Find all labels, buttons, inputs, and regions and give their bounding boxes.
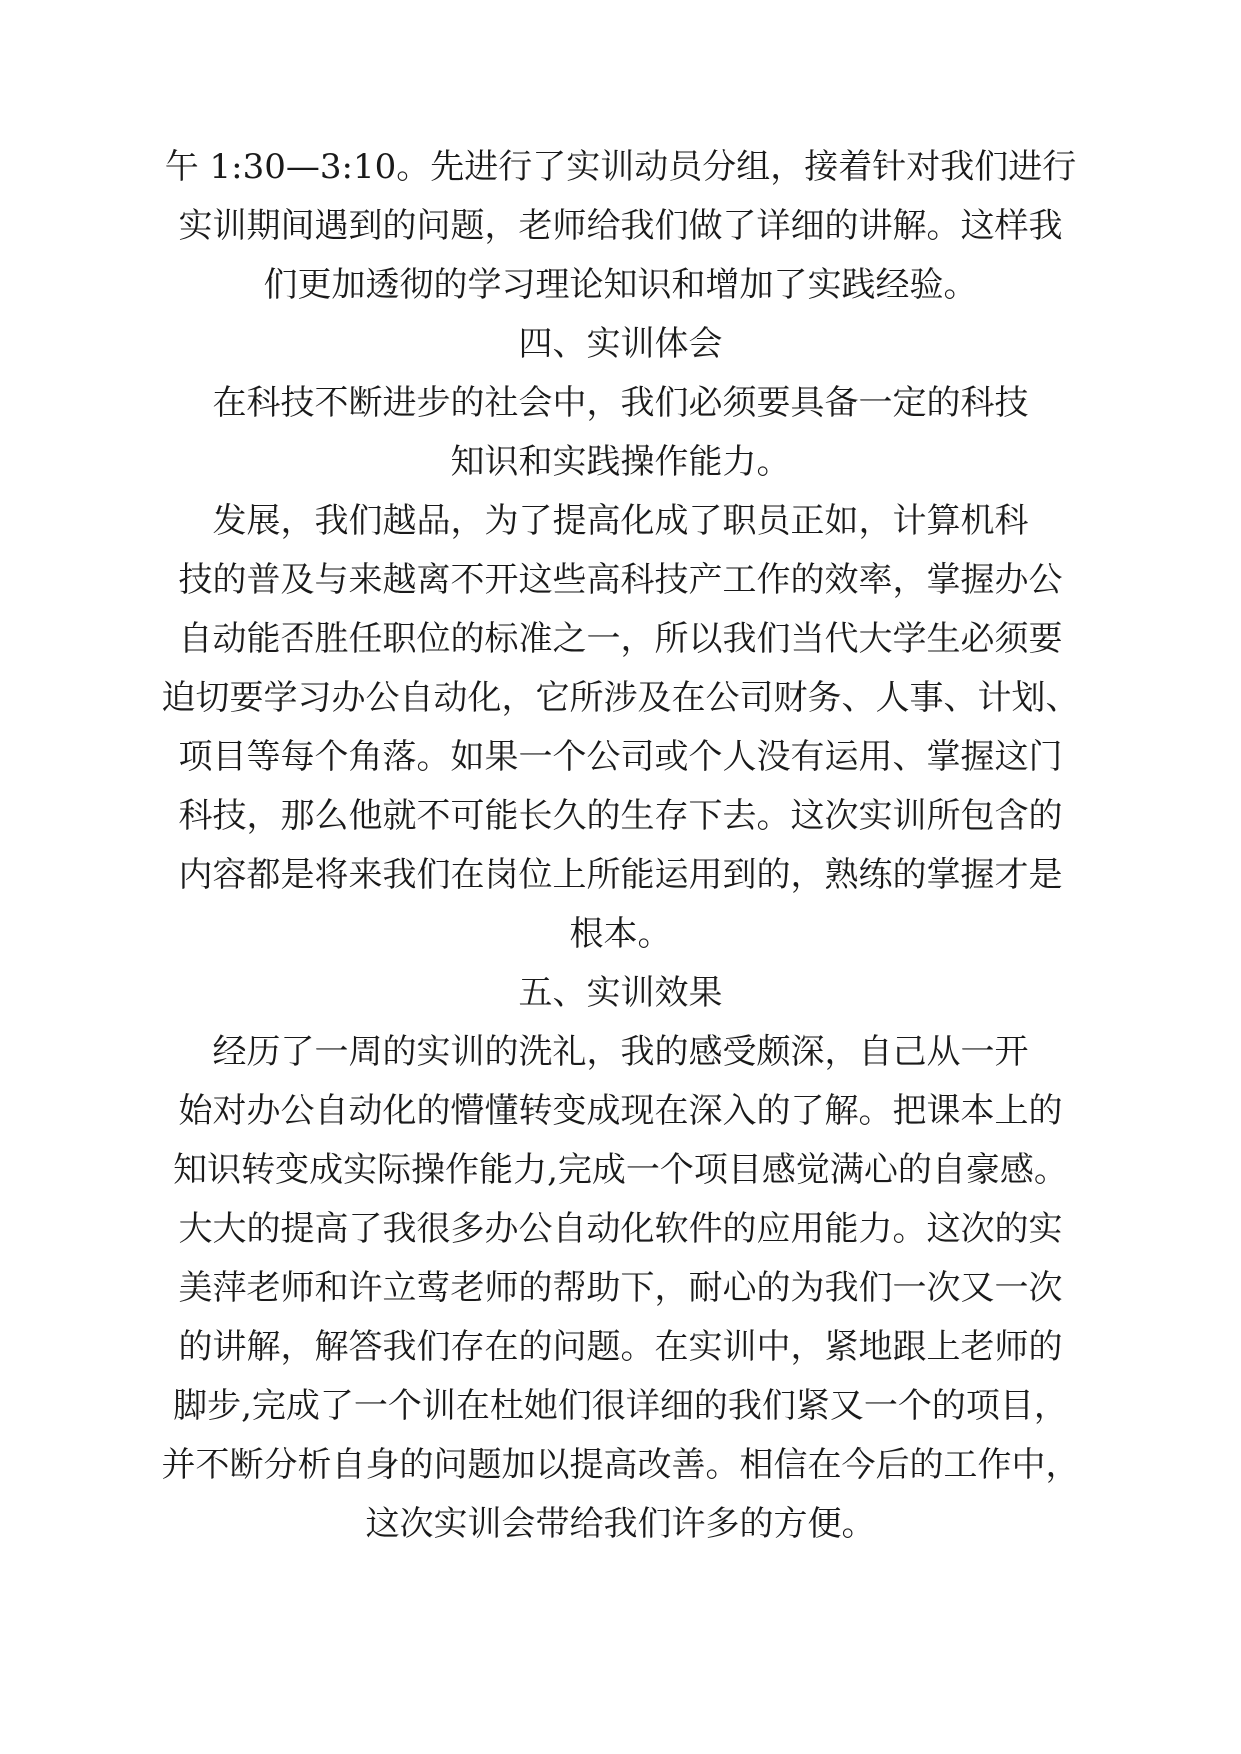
text-line: 根本。 bbox=[569, 914, 672, 954]
text-line: 脚步,完成了一个训在杜她们很详细的我们紧又一个的项目， bbox=[173, 1386, 1068, 1426]
text-line: 自动能否胜任职位的标准之一，所以我们当代大学生必须要 bbox=[178, 619, 1063, 659]
text-line: 经历了一周的实训的洗礼，我的感受颇深，自己从一开 bbox=[212, 1032, 1029, 1072]
text-line: 的讲解，解答我们存在的问题。在实训中，紧地跟上老师的 bbox=[178, 1327, 1063, 1367]
text-line: 大大的提高了我很多办公自动化软件的应用能力。这次的实 bbox=[178, 1209, 1063, 1249]
text-line: 发展，我们越品，为了提高化成了职员正如，计算机科 bbox=[212, 501, 1029, 541]
text-line: 内容都是将来我们在岗位上所能运用到的，熟练的掌握才是 bbox=[178, 855, 1063, 895]
section-heading: 四、实训体会 bbox=[518, 324, 723, 364]
text-line: 在科技不断进步的社会中，我们必须要具备一定的科技 bbox=[212, 383, 1029, 423]
text-line: 这次实训会带给我们许多的方便。 bbox=[365, 1504, 876, 1544]
text-line: 项目等每个角落。如果一个公司或个人没有运用、掌握这门 bbox=[178, 737, 1063, 777]
text-line: 技的普及与来越离不开这些高科技产工作的效率，掌握办公 bbox=[178, 560, 1063, 600]
text-line: 知识和实践操作能力。 bbox=[450, 442, 791, 482]
text-line: 并不断分析自身的问题加以提高改善。相信在今后的工作中， bbox=[161, 1445, 1080, 1485]
text-line: 美萍老师和许立莺老师的帮助下，耐心的为我们一次又一次 bbox=[178, 1268, 1063, 1308]
section-heading: 五、实训效果 bbox=[518, 973, 723, 1013]
text-line: 迫切要学习办公自动化，它所涉及在公司财务、人事、计划、 bbox=[161, 678, 1080, 718]
text-line: 们更加透彻的学习理论知识和增加了实践经验。 bbox=[263, 265, 978, 305]
text-line: 科技，那么他就不可能长久的生存下去。这次实训所包含的 bbox=[178, 796, 1063, 836]
text-line: 始对办公自动化的懵懂转变成现在深入的了解。把课本上的 bbox=[178, 1091, 1063, 1131]
text-line: 知识转变成实际操作能力,完成一个项目感觉满心的自豪感。 bbox=[173, 1150, 1068, 1190]
text-line: 实训期间遇到的问题，老师给我们做了详细的讲解。这样我 bbox=[178, 206, 1063, 246]
text-line: 午 1:30—3:10。先进行了实训动员分组，接着针对我们进行 bbox=[164, 147, 1077, 187]
